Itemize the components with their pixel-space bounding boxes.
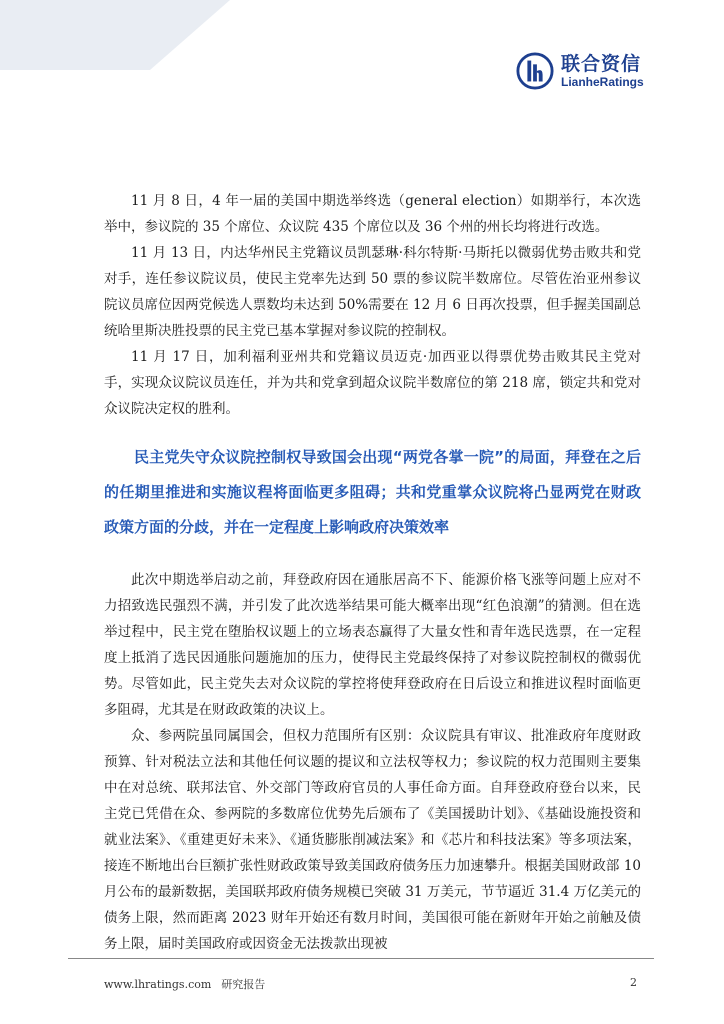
section-headline: 民主党失守众议院控制权导致国会出现“两党各掌一院”的局面，拜登在之后的任期里推进和实施议程将面临更多阻碍；共和党重掌众议院将凸显两党在财政政策方面的分歧，并在一定程度上影响政府决策效率 xyxy=(104,448,641,536)
footer-info xyxy=(104,976,265,992)
logo-chinese-name: 联合资信 xyxy=(561,52,642,75)
paragraph-senate-result: 11 月 13 日，内达华州民主党籍议员凯瑟琳·科尔特斯·马斯托以微弱优势击败共和党对手，连任参议院议员，使民主党率先达到 50 票的参议院半数席位。尽管佐治亚州参议院议员席位因两党候选人票数均未达到 50%需要在 12 月 6 日再次投票，但手握美国副总统哈里斯决胜投票的民主党已基本掌握对参议院的控制权。 xyxy=(104,245,641,339)
lianhe-logo-icon xyxy=(516,52,554,90)
page-number: 2 xyxy=(630,976,637,989)
paragraph-house-result: 11 月 17 日，加利福利亚州共和党籍议员迈克·加西亚以得票优势击败其民主党对手，实现众议院议员连任，并为共和党拿到超众议院半数席位的第 218 席，锁定共和党对众议院决定权的胜利。 xyxy=(104,349,641,417)
paragraph-election-overview: 11 月 8 日，4 年一届的美国中期选举终选（general election）如期举行，本次选举中，参议院的 35 个席位、众议院 435 个席位以及 36 个州的州长均将进行改选。 xyxy=(104,193,641,235)
corner-decoration xyxy=(0,0,230,70)
report-body xyxy=(104,188,641,957)
company-logo xyxy=(516,52,644,90)
footer-divider xyxy=(68,958,654,959)
footer-website-link[interactable]: www.lhratings.com xyxy=(104,978,212,991)
footer-doc-type: 研究报告 xyxy=(221,978,266,991)
paragraph-election-analysis: 此次中期选举启动之前，拜登政府因在通胀居高不下、能源价格飞涨等问题上应对不力招致选民强烈不满，并引发了此次选举结果可能大概率出现“红色浪潮”的猜测。但在选举过程中，民主党在堕胎权议题上的立场表态赢得了大量女性和青年选民选票，在一定程度上抵消了选民因通胀问题施加的压力，使得民主党最终保持了对参议院控制权的微弱优势。尽管如此，民主党失去对众议院的掌控将使拜登政府在日后设立和推进议程时面临更多阻碍，尤其是在财政政策的决议上。 xyxy=(104,572,641,718)
logo-english-name: LianheRatings xyxy=(561,74,644,89)
paragraph-congress-powers: 众、参两院虽同属国会，但权力范围所有区别：众议院具有审议、批准政府年度财政预算、针对税法立法和其他任何议题的提议和立法权等权力；参议院的权力范围则主要集中在对总统、联邦法官、外交部门等政府官员的人事任命方面。自拜登政府登台以来，民主党已凭借在众、参两院的多数席位优势先后颁布了《美国援助计划》、《基础设施投资和就业法案》、《重建更好未来》、《通货膨胀削减法案》和《芯片和科技法案》等多项法案，接连不断地出台巨额扩张性财政政策导致美国政府债务压力加速攀升。根据美国财政部 10 月公布的最新数据，美国联邦政府债务规模已突破 31 万美元，节节逼近 31.4 万亿美元的债务上限，然而距离 2023 财年开始还有数月时间，美国很可能在新财年开始之前触及债务上限，届时美国政府或因资金无法拨款出现被 xyxy=(104,728,641,952)
